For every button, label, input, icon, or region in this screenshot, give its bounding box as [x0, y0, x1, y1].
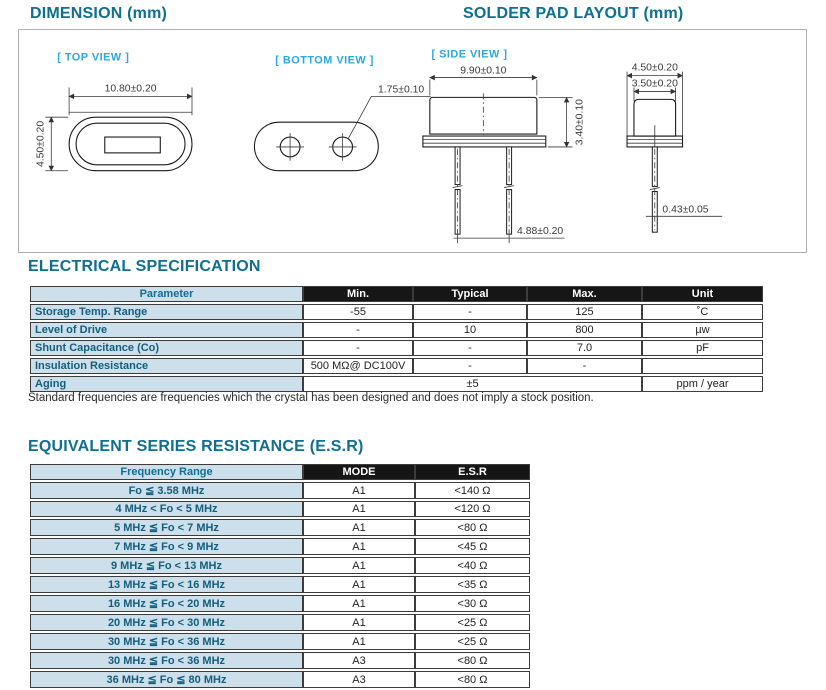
electrical-spec-table [30, 284, 763, 394]
bottom-view-drawing [254, 55, 430, 171]
esr-row [30, 501, 530, 517]
value-cell: 500 MΩ@ DC100V [303, 358, 413, 374]
mode-cell: A1 [303, 633, 415, 650]
esr-row [30, 482, 530, 499]
freq-range-cell: 30 MHz ≦ Fo < 36 MHz [30, 633, 303, 650]
column-header: MODE [303, 464, 415, 480]
freq-range-cell: 7 MHz ≦ Fo < 9 MHz [30, 538, 303, 555]
esr-value-cell: <35 Ω [415, 576, 530, 593]
freq-range-cell: 13 MHz ≦ Fo < 16 MHz [30, 576, 303, 593]
dim-pad-inner-label: 3.50±0.20 [631, 78, 678, 90]
esr-value-cell: <40 Ω [415, 557, 530, 574]
mode-cell: A1 [303, 557, 415, 574]
mode-cell: A1 [303, 614, 415, 631]
value-cell: - [303, 322, 413, 338]
technical-drawings [19, 30, 804, 250]
frequency-column-header: Frequency Range [30, 464, 303, 480]
mode-cell: A1 [303, 501, 415, 517]
spec-row [30, 340, 763, 356]
parameter-label-cell: Storage Temp. Range [30, 304, 303, 320]
column-header: Typical [413, 286, 527, 302]
freq-range-cell: Fo ≦ 3.58 MHz [30, 482, 303, 499]
solder-pad-section-title: SOLDER PAD LAYOUT (mm) [463, 5, 684, 22]
mode-cell: A1 [303, 519, 415, 536]
esr-row [30, 595, 530, 612]
dim-hole-label: 1.75±0.10 [378, 84, 425, 96]
esr-table [30, 462, 530, 690]
esr-value-cell: <25 Ω [415, 633, 530, 650]
value-cell: ±5 [303, 376, 642, 392]
dim-pad-width-label: 4.50±0.20 [631, 62, 678, 74]
value-cell: 800 [527, 322, 642, 338]
value-cell: 7.0 [527, 340, 642, 356]
value-cell: ppm / year [642, 376, 763, 392]
esr-row [30, 671, 530, 688]
esr-row [30, 538, 530, 555]
electrical-header-row [30, 286, 763, 302]
esr-value-cell: <45 Ω [415, 538, 530, 555]
bottom-view-label: [ BOTTOM VIEW ] [275, 54, 374, 67]
dim-lead-dia-label: 0.43±0.05 [662, 204, 709, 216]
parameter-label-cell: Aging [30, 376, 303, 392]
esr-row [30, 652, 530, 669]
mode-cell: A3 [303, 671, 415, 688]
esr-row [30, 557, 530, 574]
esr-header-row [30, 464, 530, 480]
side-view-drawing [423, 49, 586, 243]
footnote: Standard frequencies are frequencies which the crystal has been designed and does not imply a stock position. [28, 392, 594, 404]
column-header: E.S.R [415, 464, 530, 480]
freq-range-cell: 5 MHz ≦ Fo < 7 MHz [30, 519, 303, 536]
value-cell: - [527, 358, 642, 374]
column-header: Unit [642, 286, 763, 302]
esr-row [30, 576, 530, 593]
value-cell: 125 [527, 304, 642, 320]
parameter-label-cell: Level of Drive [30, 322, 303, 338]
value-cell: ˚C [642, 304, 763, 320]
dim-top-width-label: 10.80±0.20 [104, 83, 157, 95]
freq-range-cell: 16 MHz ≦ Fo < 20 MHz [30, 595, 303, 612]
esr-section-title: EQUIVALENT SERIES RESISTANCE (E.S.R) [28, 438, 364, 455]
dim-side-width-label: 9.90±0.10 [460, 65, 507, 77]
freq-range-cell: 36 MHz ≦ Fo ≦ 80 MHz [30, 671, 303, 688]
freq-range-cell: 30 MHz ≦ Fo < 36 MHz [30, 652, 303, 669]
top-view-drawing [35, 52, 192, 171]
value-cell: - [413, 304, 527, 320]
value-cell: - [413, 358, 527, 374]
dim-top-height-label: 4.50±0.20 [35, 120, 47, 168]
spec-row [30, 358, 763, 374]
value-cell [642, 358, 763, 374]
electrical-section-title: ELECTRICAL SPECIFICATION [28, 258, 261, 275]
drawing-box [18, 29, 807, 253]
value-cell: µw [642, 322, 763, 338]
spec-row [30, 304, 763, 320]
esr-row [30, 519, 530, 536]
parameter-label-cell: Insulation Resistance [30, 358, 303, 374]
top-view-label: [ TOP VIEW ] [57, 51, 130, 64]
esr-value-cell: <30 Ω [415, 595, 530, 612]
freq-range-cell: 20 MHz ≦ Fo < 30 MHz [30, 614, 303, 631]
mode-cell: A1 [303, 595, 415, 612]
value-cell: 10 [413, 322, 527, 338]
esr-value-cell: <80 Ω [415, 519, 530, 536]
esr-value-cell: <25 Ω [415, 614, 530, 631]
dim-side-height-label: 3.40±0.10 [574, 99, 586, 146]
column-header: Max. [527, 286, 642, 302]
esr-row [30, 614, 530, 631]
value-cell: - [303, 340, 413, 356]
esr-value-cell: <140 Ω [415, 482, 530, 499]
dimension-section-title: DIMENSION (mm) [30, 5, 168, 22]
value-cell: pF [642, 340, 763, 356]
parameter-label-cell: Shunt Capacitance (Co) [30, 340, 303, 356]
mode-cell: A1 [303, 576, 415, 593]
esr-value-cell: <120 Ω [415, 501, 530, 517]
freq-range-cell: 4 MHz < Fo < 5 MHz [30, 501, 303, 517]
column-header: Min. [303, 286, 413, 302]
solder-pad-drawing [627, 63, 722, 233]
freq-range-cell: 9 MHz ≦ Fo < 13 MHz [30, 557, 303, 574]
esr-value-cell: <80 Ω [415, 652, 530, 669]
value-cell: - [413, 340, 527, 356]
side-view-label: [ SIDE VIEW ] [431, 48, 508, 61]
spec-row [30, 322, 763, 338]
mode-cell: A1 [303, 482, 415, 499]
esr-row [30, 633, 530, 650]
esr-value-cell: <80 Ω [415, 671, 530, 688]
mode-cell: A1 [303, 538, 415, 555]
parameter-column-header: Parameter [30, 286, 303, 302]
spec-row [30, 376, 763, 392]
value-cell: -55 [303, 304, 413, 320]
mode-cell: A3 [303, 652, 415, 669]
dim-lead-spacing-label: 4.88±0.20 [517, 226, 564, 238]
